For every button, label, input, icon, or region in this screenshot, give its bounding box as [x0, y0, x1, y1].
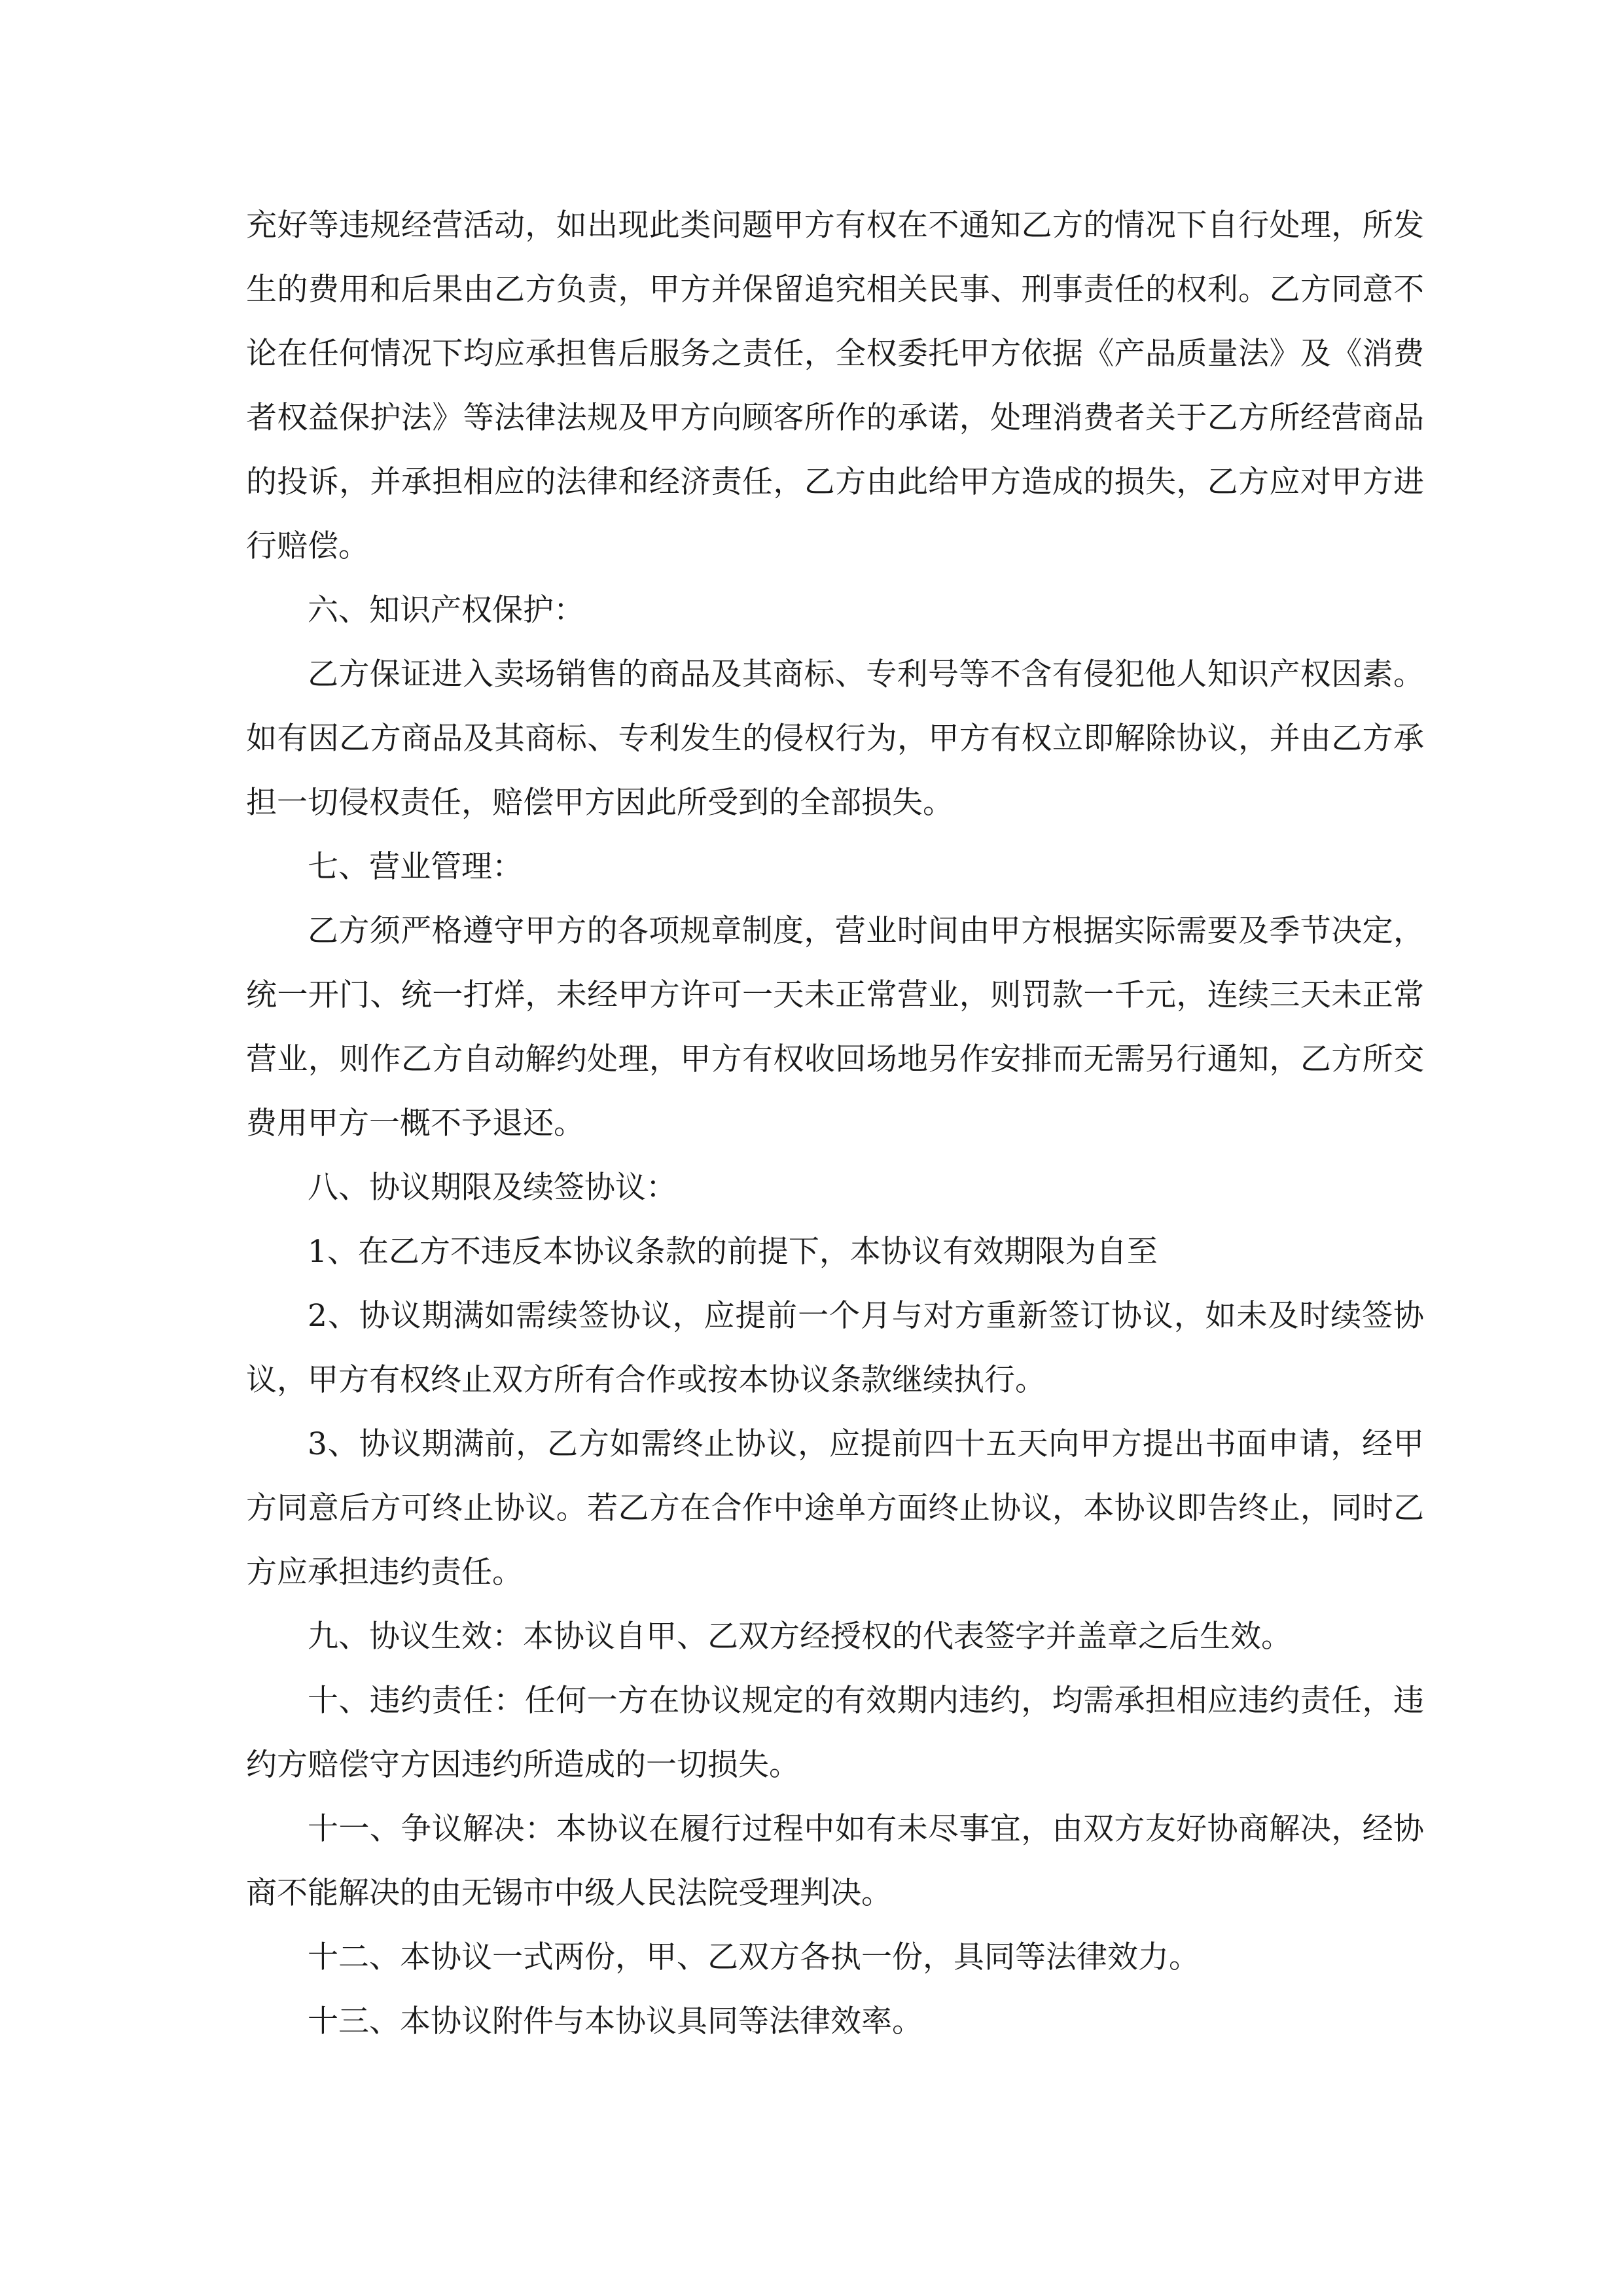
clause-term-1: 1、在乙方不违反本协议条款的前提下，本协议有效期限为自至	[308, 1234, 1158, 1270]
section-breach-liability: 十、违约责任：任何一方在协议规定的有效期内违约，均需承担相应违约责任，违约方赔偿守方因违约所造成的一切损失。	[246, 1683, 1424, 1783]
clause-term-2: 2、协议期满如需续签协议，应提前一个月与对方重新签订协议，如未及时续签协议，甲方有权终止双方所有合作或按本协议条款继续执行。	[246, 1298, 1424, 1398]
clause-term-3: 3、协议期满前，乙方如需终止协议，应提前四十五天向甲方提出书面申请，经甲方同意后方可终止协议。若乙方在合作中途单方面终止协议，本协议即告终止，同时乙方应承担违约责任。	[246, 1426, 1424, 1590]
document-body	[246, 194, 1424, 2054]
section-heading-ip-protection: 六、知识产权保护：	[308, 592, 584, 628]
paragraph-continuation: 充好等违规经营活动，如出现此类问题甲方有权在不通知乙方的情况下自行处理，所发生的费用和后果由乙方负责，甲方并保留追究相关民事、刑事责任的权利。乙方同意不论在任何情况下均应承担售后服务之责任，全权委托甲方依据《产品质量法》及《消费者权益保护法》等法律法规及甲方向顾客所作的承诺，处理消费者关于乙方所经营商品的投诉，并承担相应的法律和经济责任，乙方由此给甲方造成的损失，乙方应对甲方进行赔偿。	[246, 207, 1424, 564]
section-heading-business-management: 七、营业管理：	[308, 849, 523, 885]
section-dispute-resolution: 十一、争议解决：本协议在履行过程中如有未尽事宜，由双方友好协商解决，经协商不能解决的由无锡市中级人民法院受理判决。	[246, 1811, 1424, 1911]
paragraph-ip-protection: 乙方保证进入卖场销售的商品及其商标、专利号等不含有侵犯他人知识产权因素。如有因乙方商品及其商标、专利发生的侵权行为，甲方有权立即解除协议，并由乙方承担一切侵权责任，赔偿甲方因此所受到的全部损失。	[246, 656, 1424, 821]
section-effectiveness: 九、协议生效：本协议自甲、乙双方经授权的代表签字并盖章之后生效。	[308, 1619, 1292, 1655]
section-attachments: 十三、本协议附件与本协议具同等法律效率。	[308, 2003, 923, 2039]
section-copies: 十二、本协议一式两份，甲、乙双方各执一份，具同等法律效力。	[308, 1939, 1200, 1975]
section-heading-term-renewal: 八、协议期限及续签协议：	[308, 1170, 677, 1206]
paragraph-business-management: 乙方须严格遵守甲方的各项规章制度，营业时间由甲方根据实际需要及季节决定，统一开门、统一打烊，未经甲方许可一天未正常营业，则罚款一千元，连续三天未正常营业，则作乙方自动解约处理，甲方有权收回场地另作安排而无需另行通知，乙方所交费用甲方一概不予退还。	[246, 913, 1424, 1141]
